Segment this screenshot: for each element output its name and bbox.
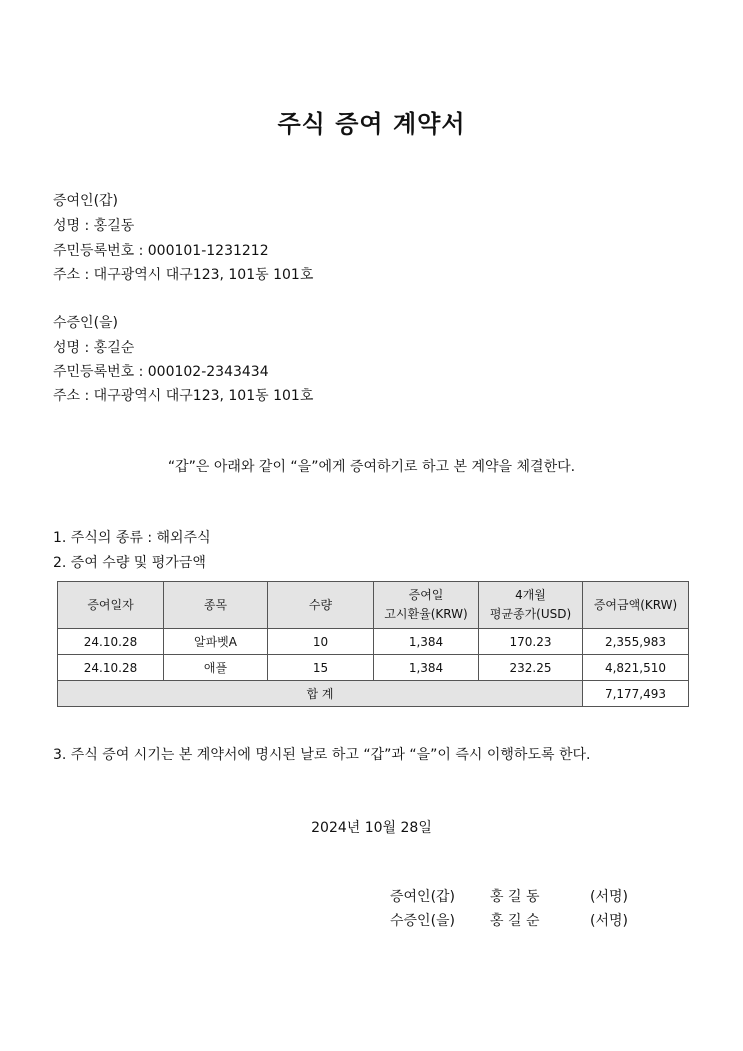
header-gift-amount: 증여금액(KRW) (583, 582, 689, 629)
clause-2: 2. 증여 수량 및 평가금액 (53, 555, 206, 571)
cell-amount: 2,355,983 (583, 629, 689, 655)
cell-amount: 4,821,510 (583, 655, 689, 681)
cell-exchange-rate: 1,384 (374, 629, 479, 655)
header-quantity: 수량 (268, 582, 374, 629)
header-exchange-rate-line2: 고시환율(KRW) (384, 607, 468, 621)
donor-signature-role: 증여인(갑) (390, 889, 456, 905)
table-row (58, 655, 689, 681)
recipient-signature-mark: (서명) (590, 913, 628, 929)
total-amount: 7,177,493 (583, 681, 689, 707)
cell-date: 24.10.28 (58, 629, 164, 655)
header-exchange-rate-line1: 증여일 (408, 588, 444, 602)
header-exchange-rate (374, 582, 479, 629)
header-average-price (479, 582, 583, 629)
donor-heading: 증여인(갑) (53, 193, 119, 209)
header-average-price-line1: 4개월 (515, 588, 546, 602)
cell-average-price: 232.25 (479, 655, 583, 681)
gift-valuation-table (57, 581, 689, 707)
agreement-statement: “갑”은 아래와 같이 “을”에게 증여하기로 하고 본 계약을 체결한다. (167, 459, 576, 475)
recipient-id-number: 주민등록번호 : 000102-2343434 (53, 364, 269, 380)
cell-date: 24.10.28 (58, 655, 164, 681)
clause-1: 1. 주식의 종류 : 해외주식 (53, 530, 211, 546)
cell-stock: 애플 (164, 655, 268, 681)
table-header-row (58, 582, 689, 629)
document-title: 주식 증여 계약서 (277, 110, 466, 138)
header-gift-date: 증여일자 (58, 582, 164, 629)
cell-stock: 알파벳A (164, 629, 268, 655)
table-row (58, 629, 689, 655)
cell-exchange-rate: 1,384 (374, 655, 479, 681)
recipient-signature-name: 홍 길 순 (490, 913, 540, 929)
contract-date: 2024년 10월 28일 (311, 820, 432, 836)
recipient-name: 성명 : 홍길순 (53, 340, 135, 356)
total-label: 합 계 (58, 681, 583, 707)
table-total-row (58, 681, 689, 707)
header-stock: 종목 (164, 582, 268, 629)
cell-average-price: 170.23 (479, 629, 583, 655)
cell-quantity: 15 (268, 655, 374, 681)
recipient-address: 주소 : 대구광역시 대구123, 101동 101호 (53, 388, 314, 404)
cell-quantity: 10 (268, 629, 374, 655)
recipient-heading: 수증인(을) (53, 315, 119, 331)
donor-address: 주소 : 대구광역시 대구123, 101동 101호 (53, 267, 314, 283)
donor-id-number: 주민등록번호 : 000101-1231212 (53, 243, 269, 259)
donor-signature-mark: (서명) (590, 889, 628, 905)
clause-3: 3. 주식 증여 시기는 본 계약서에 명시된 날로 하고 “갑”과 “을”이 즉시 이행하도록 한다. (53, 747, 591, 763)
donor-name: 성명 : 홍길동 (53, 218, 135, 234)
header-average-price-line2: 평균종가(USD) (489, 607, 572, 621)
donor-signature-name: 홍 길 동 (490, 889, 540, 905)
recipient-signature-role: 수증인(을) (390, 913, 456, 929)
